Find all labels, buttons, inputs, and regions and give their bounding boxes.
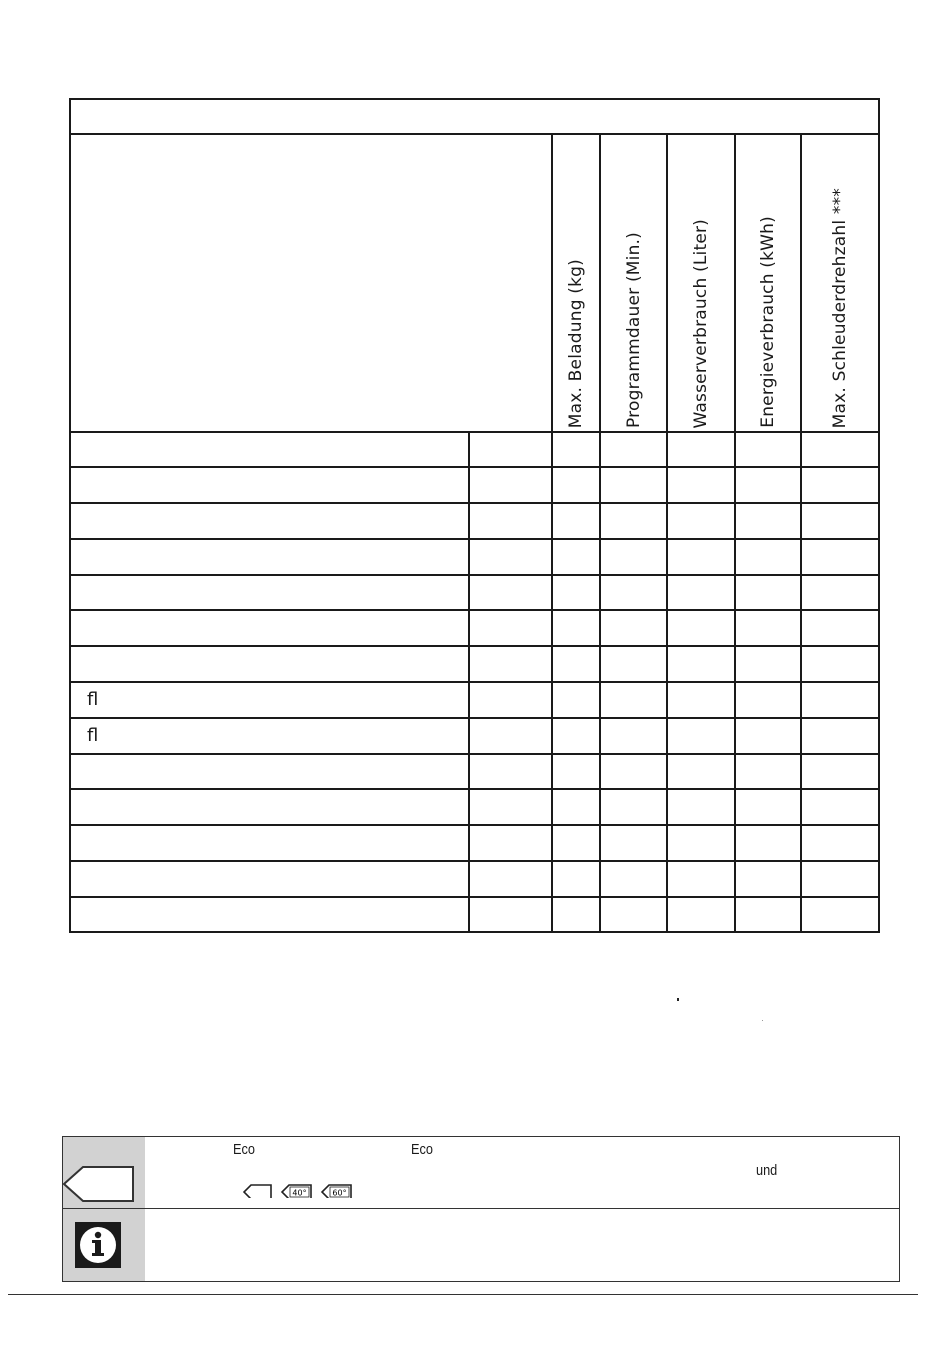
table-rule — [468, 431, 470, 933]
header-programme-duration — [601, 135, 666, 432]
und-text: und — [756, 1162, 778, 1179]
header-max-spin-speed — [802, 135, 878, 432]
table-rule — [69, 538, 880, 540]
table-rule — [666, 133, 668, 933]
table-rule — [69, 574, 880, 576]
header-label: Max. Schleuderdrehzahl *** — [830, 187, 850, 428]
table-rule — [69, 466, 880, 468]
table-rule — [69, 431, 880, 433]
table-rule — [599, 133, 601, 933]
stray-mark — [677, 998, 679, 1001]
header-max-load — [553, 135, 599, 432]
header-label: Programmdauer (Min.) — [623, 232, 644, 428]
info-icon — [75, 1222, 121, 1268]
table-rule — [734, 133, 736, 933]
notice-box — [62, 1136, 900, 1282]
table-rule — [69, 609, 880, 611]
tag-60-icon — [321, 1184, 353, 1198]
stray-mark — [762, 1020, 763, 1021]
table-rule — [69, 824, 880, 826]
table-rule — [878, 133, 880, 933]
table-title-row — [69, 98, 880, 135]
table-rule — [69, 681, 880, 683]
table-rule — [69, 931, 880, 933]
tag-symbol-icon — [243, 1184, 273, 1198]
notice-divider — [63, 1208, 899, 1209]
header-label: Max. Beladung (kg) — [566, 258, 586, 428]
table-rule — [800, 133, 802, 933]
table-rule — [69, 753, 880, 755]
tag-40-icon — [281, 1184, 313, 1198]
header-energy-consumption — [736, 135, 800, 432]
table-rule — [69, 717, 880, 719]
table-rule — [69, 133, 71, 933]
table-rule — [69, 502, 880, 504]
label-tag-icon — [63, 1165, 135, 1205]
header-label: Wasserverbrauch (Liter) — [691, 218, 711, 428]
header-water-consumption — [668, 135, 734, 432]
tag-60-label: 60° — [332, 1188, 347, 1198]
footer-rule — [8, 1294, 918, 1295]
eco-label: Eco — [233, 1141, 255, 1158]
eco-label: Eco — [411, 1141, 433, 1158]
table-rule — [69, 860, 880, 862]
table-rule — [69, 133, 880, 135]
header-label: Energieverbrauch (kWh) — [758, 216, 778, 428]
programme-table — [69, 98, 880, 934]
table-row-label: ﬂ — [87, 689, 99, 710]
tag-40-label: 40° — [292, 1188, 307, 1198]
table-rule — [551, 133, 553, 933]
table-rule — [69, 896, 880, 898]
table-rule — [69, 788, 880, 790]
table-rule — [69, 645, 880, 647]
table-row-label: ﬂ — [87, 725, 99, 746]
